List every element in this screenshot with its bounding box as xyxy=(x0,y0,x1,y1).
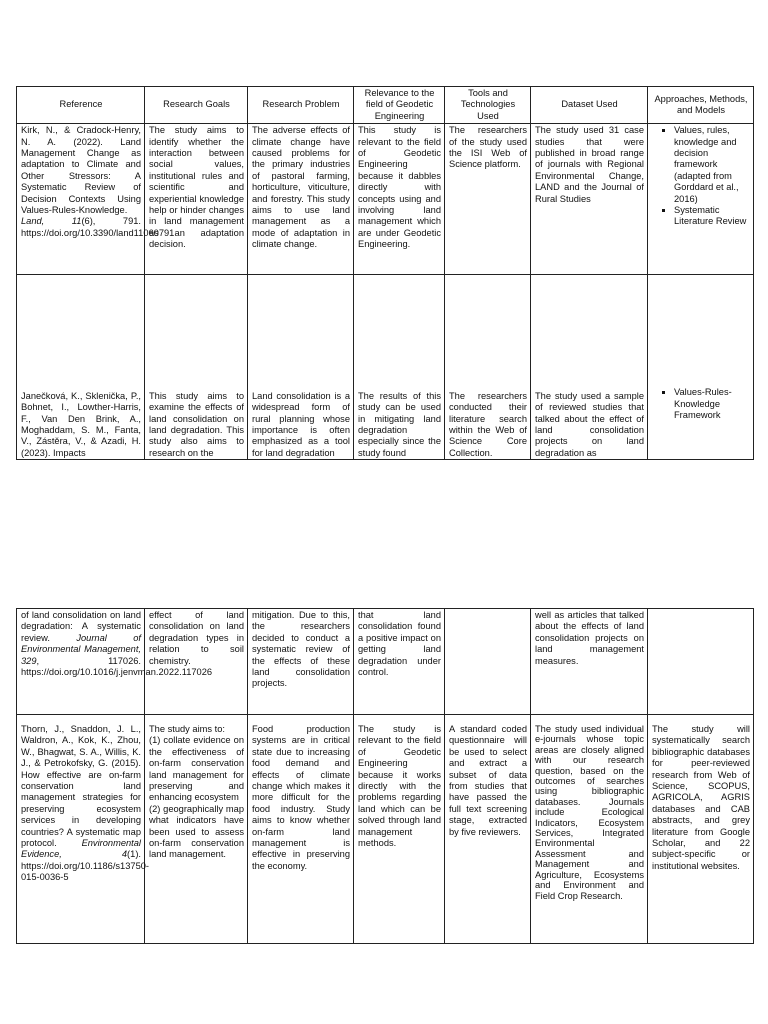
approaches-cell xyxy=(648,609,754,715)
research-problem-cell: Land consolidation is a widespread form of rural planning whose importance is often emphasized as a tool for land degradation xyxy=(248,275,354,460)
approaches-cell xyxy=(648,275,754,460)
goals-point-2: (2) geographically map what indicators have been used to assess on-farm conservation land management. xyxy=(149,803,244,860)
reference-text: Thorn, J., Snaddon, J. L., Waldron, A., Kok, K., Zhou, W., Bhagwat, S. A., Willis, K. J., & Petrokofsky, G. (2015). How effective are on-farm conservation land management strategies for preserving ecosystem services in developing countries? A systematic map protocol. xyxy=(21,724,141,849)
header-research-problem: Research Problem xyxy=(248,87,354,124)
goals-intro: The study aims to: xyxy=(149,724,225,734)
approaches-list-item: ▪ Values-Rules-Knowledge Framework xyxy=(674,387,750,421)
reference-doi: , 117026. https://doi.org/10.1016/j.jenvman.2022.117026 xyxy=(21,655,213,678)
research-goals-cell: This study aims to examine the effects of land consolidation on land degradation. This study also aims to research on the xyxy=(145,275,248,460)
approaches-cell xyxy=(648,124,754,275)
relevance-cell: The study is relevant to the field of Geodetic Engineering because it works directly with the problems regarding land which can be solved through land management methods. xyxy=(354,715,445,944)
approaches-list-item: ▪ Systematic Literature Review xyxy=(674,205,750,228)
goals-point-1: (1) collate evidence on the effectiveness of on-farm conservation land management for preserving and enhancing ecosystem xyxy=(149,735,244,803)
dataset-cell: The study used 31 case studies that were published in broad range of journals with Regional Environmental Change, LAND and the Journal of Rural Studies xyxy=(531,124,648,275)
tools-cell: The researchers conducted their literature search within the Web of Science Core Collection. xyxy=(445,275,531,460)
header-reference: Reference xyxy=(17,87,145,124)
reference-text: of land consolidation on land degradation: A systematic review. xyxy=(21,610,141,643)
reference-cell xyxy=(17,124,175,275)
table-row xyxy=(17,124,754,275)
table-row xyxy=(17,275,754,460)
literature-table-top xyxy=(16,86,754,460)
reference-cell xyxy=(17,715,150,944)
dataset-cell: well as articles that talked about the effects of land consolidation projects on land management measures. xyxy=(531,609,648,715)
research-goals-cell xyxy=(145,715,248,944)
header-research-goals: Research Goals xyxy=(145,87,248,124)
approaches-list xyxy=(652,125,750,228)
research-problem-cell: mitigation. Due to this, the researchers decided to conduct a systematic review of the effects of these land consolidation projects. xyxy=(248,609,354,715)
research-problem-cell: Food production systems are in critical state due to increasing food demand and effects of climate change which makes it more difficult for the food industry. Study aims to know whether on-farm land management is effective in preserving the economy. xyxy=(248,715,354,944)
approaches-list-item: ▪ Values, rules, knowledge and decision framework (adapted from Gorddard et al., 2016) xyxy=(674,125,750,205)
reference-text: Kirk, N., & Cradock-Henry, N. A. (2022). Land Management Change as adaptation to Climate and Other Stressors: A Systematic Review of Decision Contexts Using Values-Rules-Knowledge. xyxy=(21,125,141,216)
reference-doi: (6), 791. https://doi.org/10.3390/land11060791 xyxy=(21,216,175,238)
table-row xyxy=(17,715,754,944)
research-goals-cell: The study aims to identify whether the interaction between social values, institutional rules and scientific and experiential knowledge help or hinder changes in land management as an adaptation decision. xyxy=(145,124,248,275)
reference-journal: Environmental Evidence, 4 xyxy=(21,838,141,860)
relevance-cell: The results of this study can be used in mitigating land degradation especially since the study found xyxy=(354,275,445,460)
literature-table-bottom xyxy=(16,608,754,944)
reference-journal: Land, 11 xyxy=(21,216,82,227)
reference-doi: (1). https://doi.org/10.1186/s13750-015-0036-5 xyxy=(21,849,150,883)
tools-cell: A standard coded questionnaire will be used to select and extract a subset of data from studies that have passed the full text screening stage, extracted by five reviewers. xyxy=(445,715,531,944)
relevance-cell: This study is relevant to the field of Geodetic Engineering because it dabbles directly with concepts using and involving land management which are under Geodetic Engineering. xyxy=(354,124,445,275)
dataset-cell: The study used individual e-journals whose topic areas are closely aligned with our research question, based on the outcomes of searches using bibliographic databases. Journals include Ecological Indicators, Ecosystem Services, Integrated Environmental Assessment and Management and Agriculture, Ecosystems and Environment and Field Crop Research. xyxy=(531,715,648,944)
reference-cell: Janečková, K., Sklenička, P., Bohnet, I., Lowther-Harris, F., Van Den Brink, A., Moghaddam, S. M., Fanta, V., Zástěra, V., & Azadi, H. (2023). Impacts xyxy=(17,275,145,460)
approaches-list xyxy=(652,387,750,421)
tools-cell xyxy=(445,609,531,715)
relevance-cell: that land consolidation found a positive impact on getting land degradation under control. xyxy=(354,609,445,715)
header-approaches: Approaches, Methods, and Models xyxy=(648,87,754,124)
header-row xyxy=(17,87,754,124)
header-tools: Tools and Technologies Used xyxy=(445,87,531,124)
research-goals-cell: effect of land consolidation on land degradation types in relation to soil chemistry. xyxy=(145,609,248,715)
approaches-cell: The study will systematically search bibliographic databases for peer-reviewed research from Web of Science, SCOPUS, AGRICOLA, AGRIS databases and CAB abstracts, and grey literature from Google Scholar, and 22 subject-specific or institutional websites. xyxy=(648,715,754,944)
dataset-cell: The study used a sample of reviewed studies that talked about the effect of land consolidation projects on land degradation as xyxy=(531,275,648,460)
research-problem-cell: The adverse effects of climate change have caused problems for the primary industries of pastoral farming, horticulture, viticulture, and forestry. This study aims to use land management as a mode of adaptation in climate change. xyxy=(248,124,354,275)
reference-journal: Journal of Environmental Management, 329 xyxy=(21,632,141,666)
header-dataset: Dataset Used xyxy=(531,87,648,124)
tools-cell: The researchers of the study used the ISI Web of Science platform. xyxy=(445,124,531,275)
header-relevance: Relevance to the field of Geodetic Engineering xyxy=(354,87,445,124)
table-row xyxy=(17,609,754,715)
